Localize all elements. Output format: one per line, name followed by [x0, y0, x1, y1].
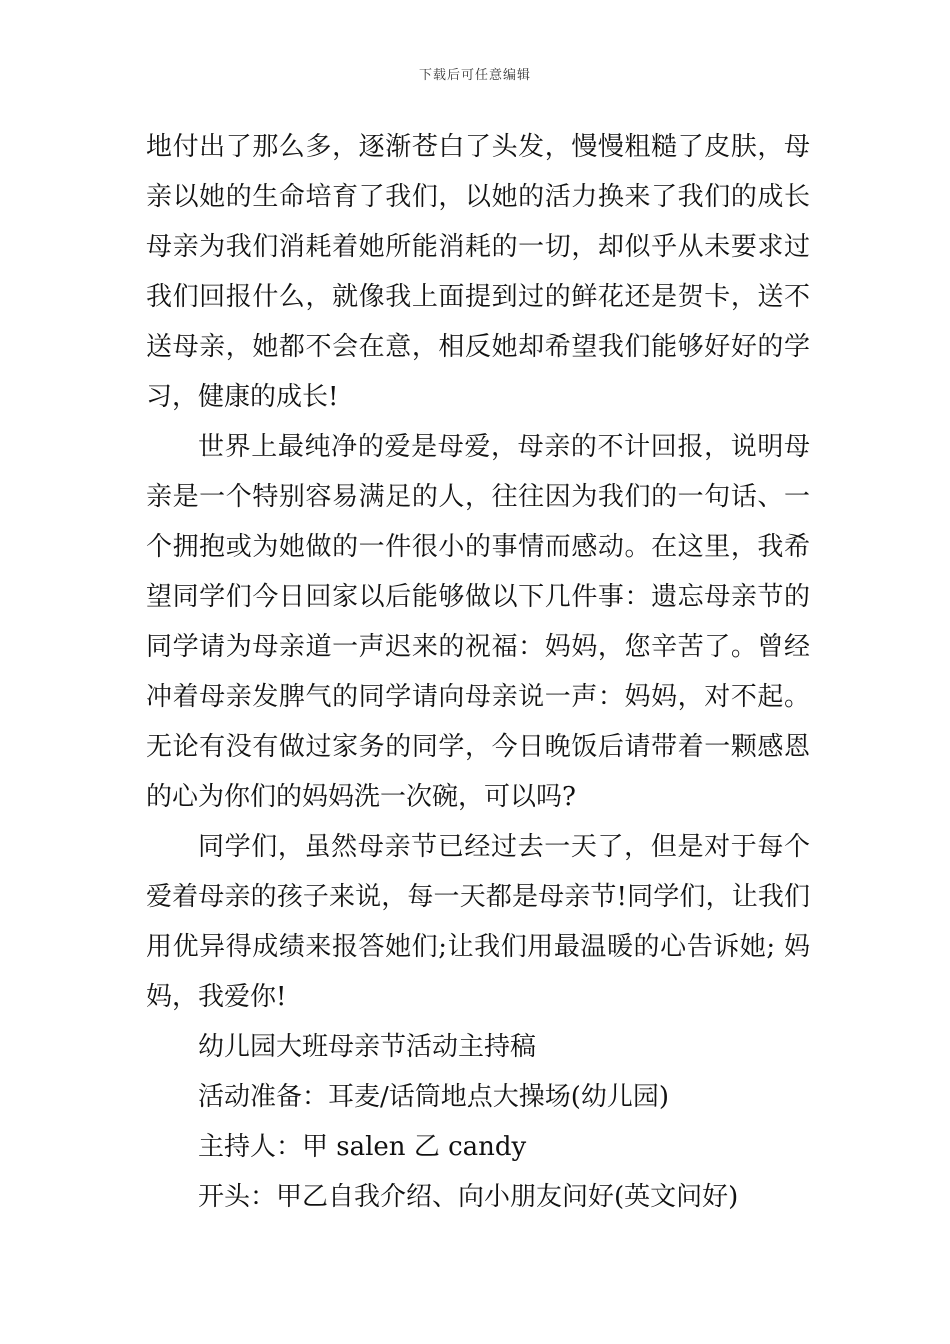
document-body: [146, 122, 810, 1222]
paragraph-1: 地付出了那么多，逐渐苍白了头发，慢慢粗糙了皮肤，母亲以她的生命培育了我们，以她的活力换来了我们的成长母亲为我们消耗着她所能消耗的一切，却似乎从未要求过我们回报什么，就像我上面提到过的鲜花还是贺卡，送不送母亲，她都不会在意，相反她却希望我们能够好好的学习，健康的成长!: [146, 132, 810, 412]
hosts-line: 主持人：甲 salen 乙 candy: [198, 1132, 527, 1162]
paragraph-2: 世界上最纯净的爱是母爱，母亲的不计回报，说明母亲是一个特别容易满足的人，往往因为我们的一句话、一个拥抱或为她做的一件很小的事情而感动。在这里，我希望同学们今日回家以后能够做以下几件事：遗忘母亲节的同学请为母亲道一声迟来的祝福：妈妈，您辛苦了。曾经冲着母亲发脾气的同学请向母亲说一声：妈妈，对不起。无论有没有做过家务的同学，今日晚饭后请带着一颗感恩的心为你们的妈妈洗一次碗，可以吗?: [146, 432, 810, 812]
paragraph-3: 同学们，虽然母亲节已经过去一天了，但是对于每个爱着母亲的孩子来说，每一天都是母亲节!同学们，让我们用优异得成绩来报答她们;让我们用最温暖的心告诉她; 妈妈，我爱你!: [146, 832, 810, 1012]
section-title: 幼儿园大班母亲节活动主持稿: [198, 1032, 537, 1062]
opening-line: 开头：甲乙自我介绍、向小朋友问好(英文问好): [198, 1182, 739, 1212]
activity-preparation: 活动准备：耳麦/话筒地点大操场(幼儿园): [198, 1082, 670, 1112]
page-header: 下载后可任意编辑: [418, 68, 531, 83]
